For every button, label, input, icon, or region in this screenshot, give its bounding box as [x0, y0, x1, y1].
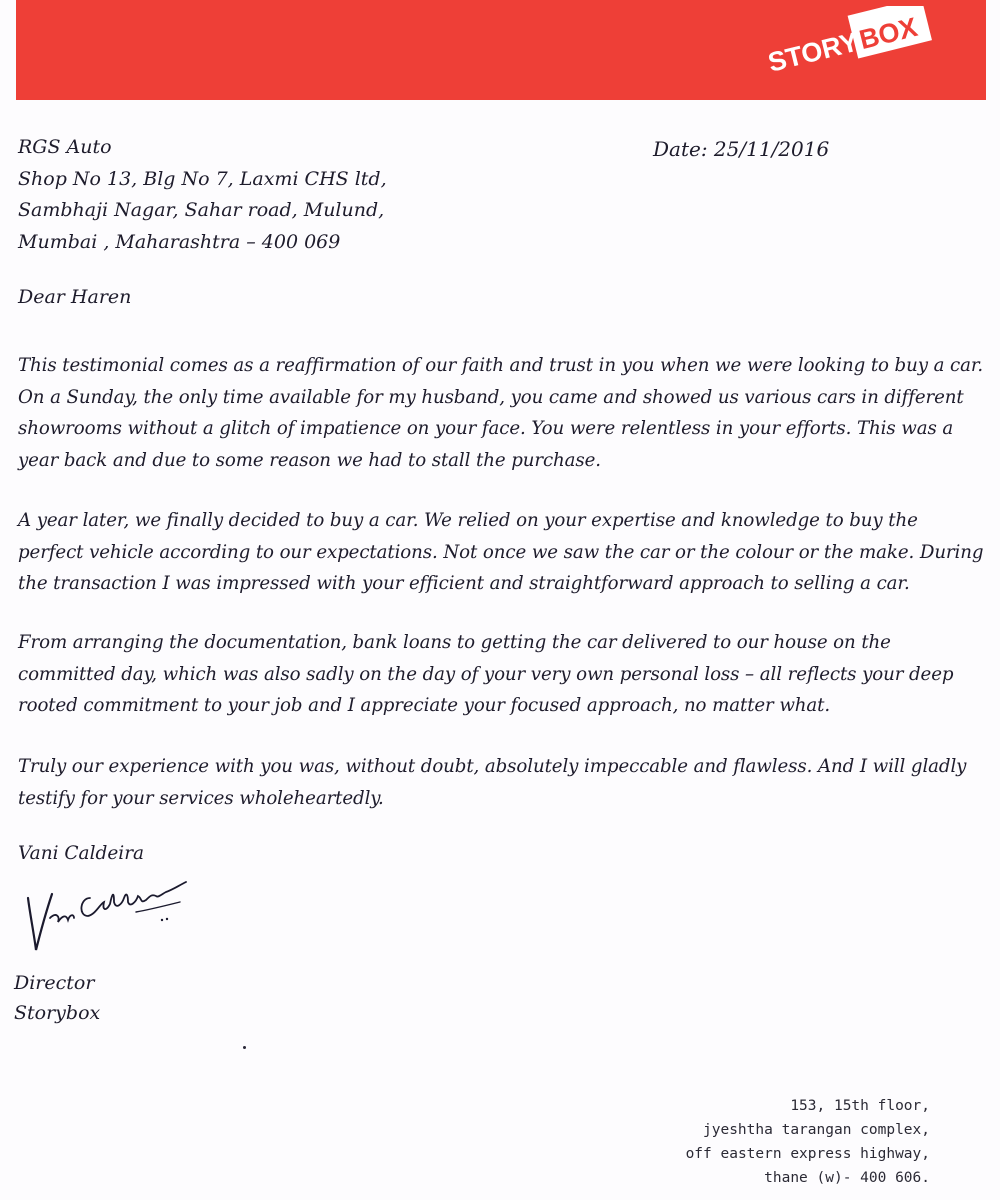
- footer-address: [590, 1094, 930, 1190]
- paper-speck: [243, 1046, 246, 1049]
- body-paragraph: This testimonial comes as a reaffirmation of our faith and trust in you when we were looking to buy a car. On a Sunday, the only time available for my husband, you came and showed us various cars in different showrooms without a glitch of impatience on your face. You were relentless in your efforts. This was a year back and due to some reason we had to stall the purchase.: [18, 355, 984, 471]
- recipient-line: Sambhaji Nagar, Sahar road, Mulund,: [18, 199, 385, 221]
- recipient-line: Shop No 13, Blg No 7, Laxmi CHS ltd,: [18, 167, 387, 190]
- footer-line: jyeshtha tarangan complex,: [703, 1122, 930, 1138]
- body-paragraph: From arranging the documentation, bank loans to getting the car delivered to our house on the committed day, which was also sadly on the day of your very own personal loss – all reflects your deep rooted commitment to your job and I appreciate your focused approach, no matter what.: [18, 632, 954, 716]
- recipient-line: RGS Auto: [18, 136, 112, 158]
- signer-title: Director: [14, 972, 95, 994]
- handwritten-signature: [16, 868, 196, 968]
- footer-line: 153, 15th floor,: [790, 1098, 930, 1114]
- signer-title-block: [14, 968, 100, 1028]
- recipient-address: [18, 132, 538, 258]
- signer-company: Storybox: [14, 1002, 101, 1024]
- recipient-line: Mumbai , Maharashtra – 400 069: [18, 230, 341, 253]
- letter-date: Date: 25/11/2016: [653, 137, 830, 161]
- logo-text-box: BOX: [856, 11, 921, 56]
- signer-name: Vani Caldeira: [18, 843, 145, 864]
- storybox-logo: [760, 6, 940, 78]
- body-paragraph: A year later, we finally decided to buy a car. We relied on your expertise and knowledge to buy the perfect vehicle according to our expectations. Not once we saw the car or the colour or the make. During the transaction I was impressed with your efficient and straightforward approach to selling a car.: [18, 510, 984, 594]
- salutation: Dear Haren: [18, 286, 132, 308]
- footer-line: off eastern express highway,: [685, 1146, 930, 1162]
- logo-text-story: STORY: [765, 26, 862, 78]
- body-paragraph: Truly our experience with you was, without doubt, absolutely impeccable and flawless. And I will gladly testify for your services wholeheartedly.: [18, 756, 967, 809]
- footer-line: thane (w)- 400 606.: [764, 1170, 930, 1186]
